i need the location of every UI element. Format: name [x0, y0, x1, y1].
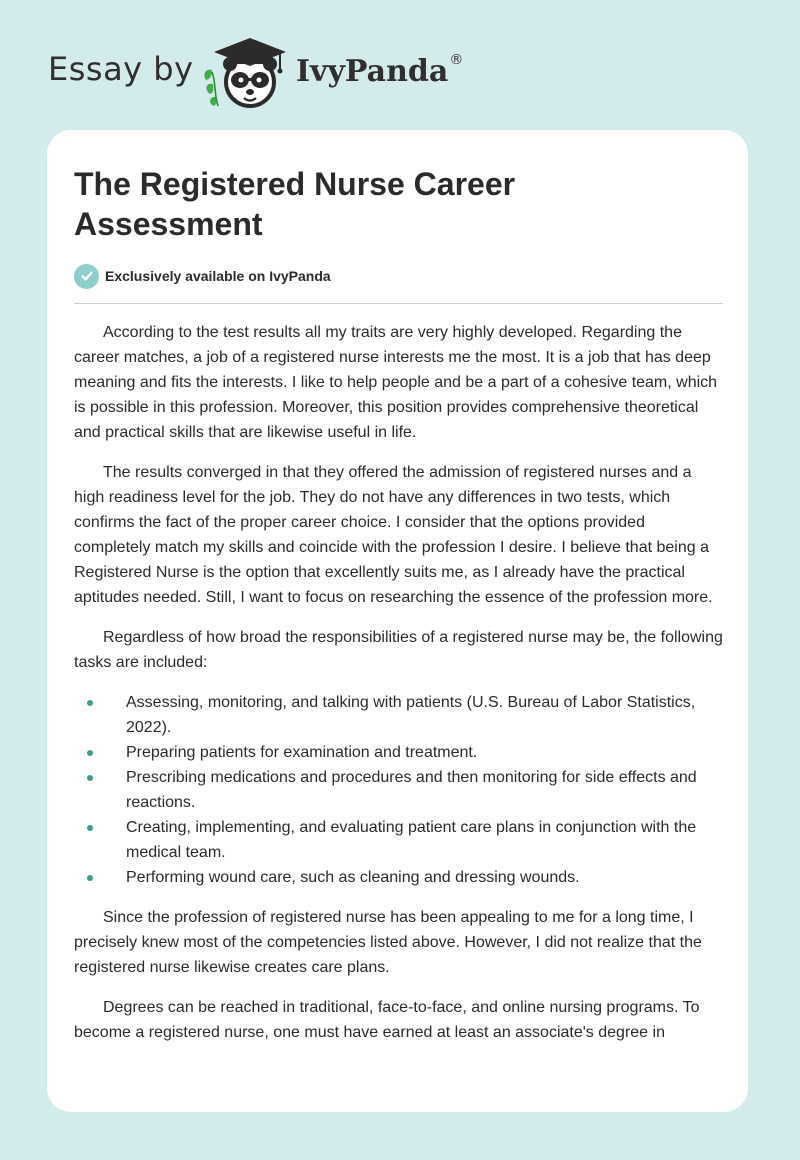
- essay-title: The Registered Nurse Career Assessment: [74, 166, 516, 242]
- bullet-icon: [87, 775, 93, 781]
- exclusive-label: Exclusively available on IvyPanda: [105, 268, 331, 284]
- list-item: [74, 865, 724, 890]
- check-icon: [74, 264, 99, 289]
- paragraph: The results converged in that they offered the admission of registered nurses and a high readiness level for the job. They do not have any differences in two tests, which confirms the fact of the proper career choice. I consider that the options provided completely match my skills and coincide with the profession I desire. I believe that being a Registered Nurse is the option that excellently suits me, as I already have the practical aptitudes needed. Still, I want to focus on researching the essence of the profession more.: [74, 464, 713, 606]
- panda-graduate-icon: [200, 36, 290, 112]
- paragraph: Degrees can be reached in traditional, face-to-face, and online nursing programs. To become a registered nurse, one must have earned at least an associate's degree in: [74, 999, 700, 1041]
- brand-name-text: IvyPanda: [296, 54, 449, 89]
- list-item-text: Performing wound care, such as cleaning and dressing wounds.: [126, 869, 580, 886]
- bullet-icon: [87, 700, 93, 706]
- paragraph: According to the test results all my traits are very highly developed. Regarding the career matches, a job of a registered nurse interests me the most. It is a job that has deep meaning and fits the interests. I like to help people and be a part of a cohesive team, which is possible in this profession. Moreover, this position provides comprehensive theoretical and practical skills that are likewise useful in life.: [74, 324, 718, 441]
- list-item: [74, 740, 724, 765]
- list-item-text: Preparing patients for examination and treatment.: [126, 744, 478, 761]
- bullet-icon: [87, 875, 93, 881]
- essay-card: [47, 130, 748, 1112]
- task-list: [74, 690, 724, 890]
- brand-name: [296, 54, 463, 89]
- brand-header: [48, 36, 468, 112]
- paragraph: Since the profession of registered nurse has been appealing to me for a long time, I precisely knew most of the competencies listed above. However, I did not realize that the registered nurse likewise creates care plans.: [74, 909, 702, 976]
- title-divider: [74, 303, 723, 304]
- paragraph: Regardless of how broad the responsibilities of a registered nurse may be, the following tasks are included:: [74, 629, 723, 671]
- list-item: [74, 690, 724, 740]
- list-item: [74, 815, 724, 865]
- registered-mark: ®: [449, 52, 464, 68]
- list-item-text: Creating, implementing, and evaluating patient care plans in conjunction with the medical team.: [126, 819, 697, 861]
- list-item: [74, 765, 724, 815]
- bullet-icon: [87, 825, 93, 831]
- exclusive-badge: [74, 263, 331, 289]
- essay-body: [74, 320, 724, 1060]
- brand-prefix: Essay by: [48, 50, 194, 88]
- list-item-text: Prescribing medications and procedures and then monitoring for side effects and reactions.: [126, 769, 697, 811]
- bullet-icon: [87, 750, 93, 756]
- list-item-text: Assessing, monitoring, and talking with patients (U.S. Bureau of Labor Statistics, 2022).: [126, 694, 696, 736]
